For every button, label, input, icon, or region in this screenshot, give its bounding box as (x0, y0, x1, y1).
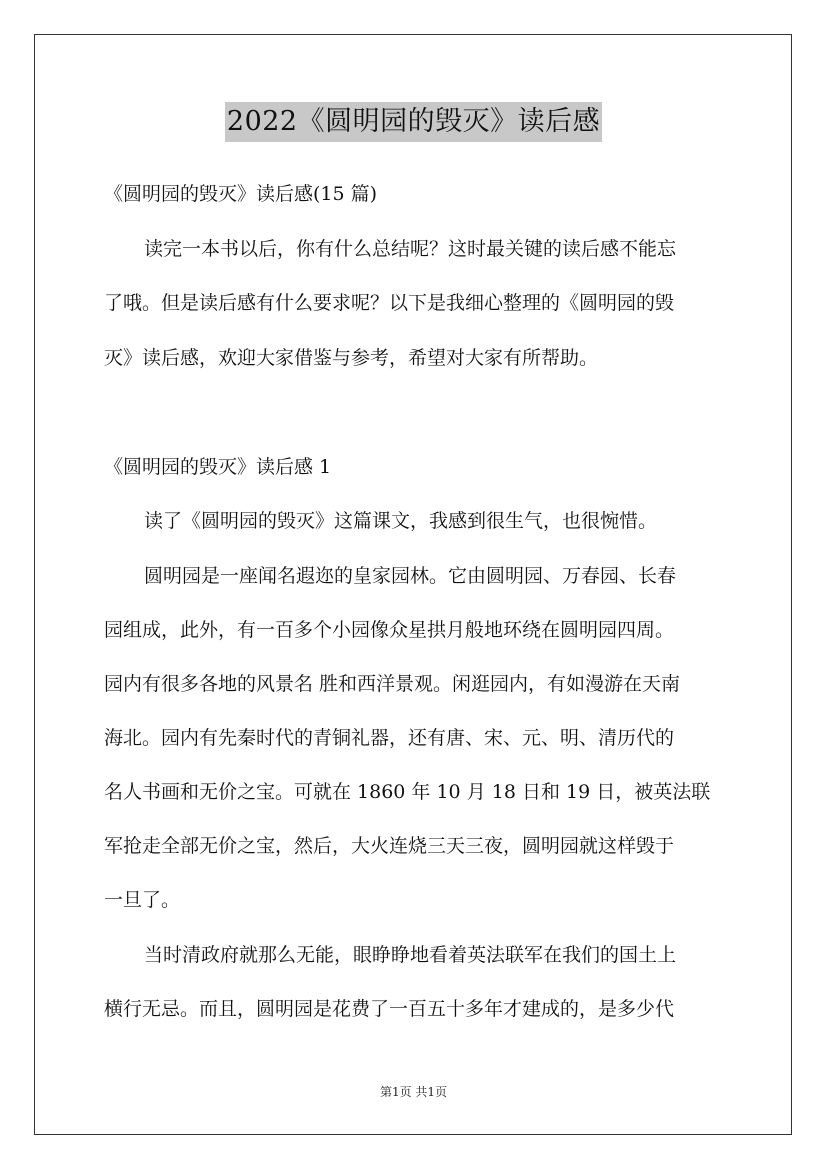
body-paragraph-line: 园内有很多各地的风景名 胜和西洋景观。闲逛园内，有如漫游在天南 (104, 673, 681, 695)
body-paragraph-line: 当时清政府就那么无能，眼睁睁地看着英法联军在我们的国土上 (144, 944, 677, 966)
body-paragraph-line: 横行无忌。而且，圆明园是花费了一百五十多年才建成的，是多少代 (104, 998, 675, 1020)
document-title: 2022《圆明园的毁灭》读后感 (225, 102, 602, 142)
body-paragraph-line: 圆明园是一座闻名遐迩的皇家园林。它由圆明园、万春园、长春 (144, 565, 677, 587)
subtitle-line: 《圆明园的毁灭》读后感(15 篇) (104, 183, 378, 205)
intro-paragraph-line: 了哦。但是读后感有什么要求呢？以下是我细心整理的《圆明园的毁 (104, 292, 675, 314)
intro-paragraph-line: 读完一本书以后，你有什么总结呢？这时最关键的读后感不能忘 (144, 238, 677, 260)
section-heading: 《圆明园的毁灭》读后感 1 (104, 456, 332, 478)
body-paragraph-line: 园组成，此外，有一百多个小园像众星拱月般地环绕在圆明园四周。 (104, 619, 675, 641)
body-paragraph-line: 读了《圆明园的毁灭》这篇课文，我感到很生气，也很惋惜。 (144, 510, 658, 532)
body-paragraph-line: 名人书画和无价之宝。可就在 1860 年 10 月 18 日和 19 日，被英法联 (104, 781, 711, 803)
body-paragraph-line: 军抢走全部无价之宝，然后，大火连烧三天三夜，圆明园就这样毁于 (104, 835, 675, 857)
body-paragraph-line: 一旦了。 (104, 889, 181, 911)
page-number-footer: 第1页 共1页 (379, 1085, 448, 1099)
title-container (0, 102, 827, 142)
body-paragraph-line: 海北。园内有先秦时代的青铜礼器，还有唐、宋、元、明、清历代的 (104, 727, 675, 749)
intro-paragraph-line: 灭》读后感，欢迎大家借鉴与参考，希望对大家有所帮助。 (104, 347, 599, 369)
